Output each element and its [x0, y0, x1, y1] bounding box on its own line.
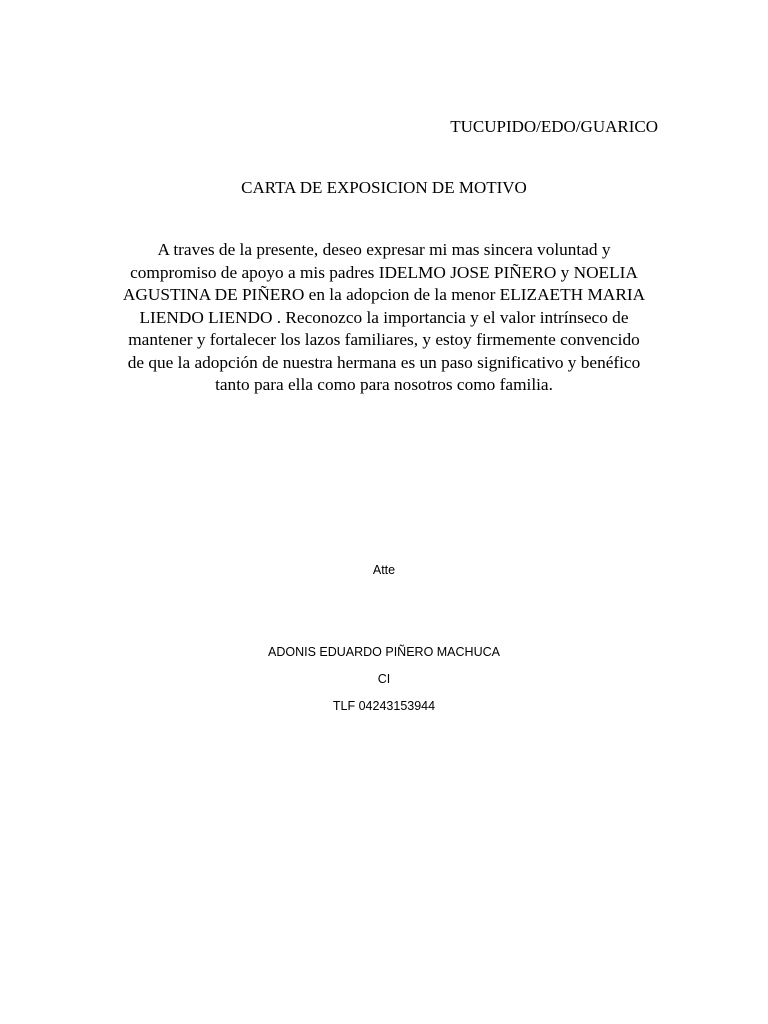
body-line: LIENDO LIENDO . Reconozco la importancia y el valor intrínseco de [139, 307, 629, 327]
signature-closing: Atte [372, 563, 396, 577]
body-line: compromiso de apoyo a mis padres IDELMO JOSE PIÑERO y NOELIA [130, 262, 638, 282]
body-line: AGUSTINA DE PIÑERO en la adopcion de la menor ELIZAETH MARIA [122, 285, 646, 304]
body-line: A traves de la presente, deseo expresar mi mas sincera voluntad y [157, 240, 611, 259]
signature-id-label: CI [377, 672, 391, 686]
letter-location: TUCUPIDO/EDO/GUARICO [450, 117, 658, 136]
letter-title: CARTA DE EXPOSICION DE MOTIVO [241, 178, 527, 197]
signature-name: ADONIS EDUARDO PIÑERO MACHUCA [268, 645, 500, 659]
body-line: mantener y fortalecer los lazos familiares, y estoy firmemente convencido [128, 330, 640, 349]
signature-phone: TLF 04243153944 [332, 699, 436, 713]
body-line: tanto para ella como para nosotros como familia. [215, 375, 553, 394]
letter-body [104, 239, 664, 397]
body-line: de que la adopción de nuestra hermana es un paso significativo y benéfico [127, 352, 641, 372]
